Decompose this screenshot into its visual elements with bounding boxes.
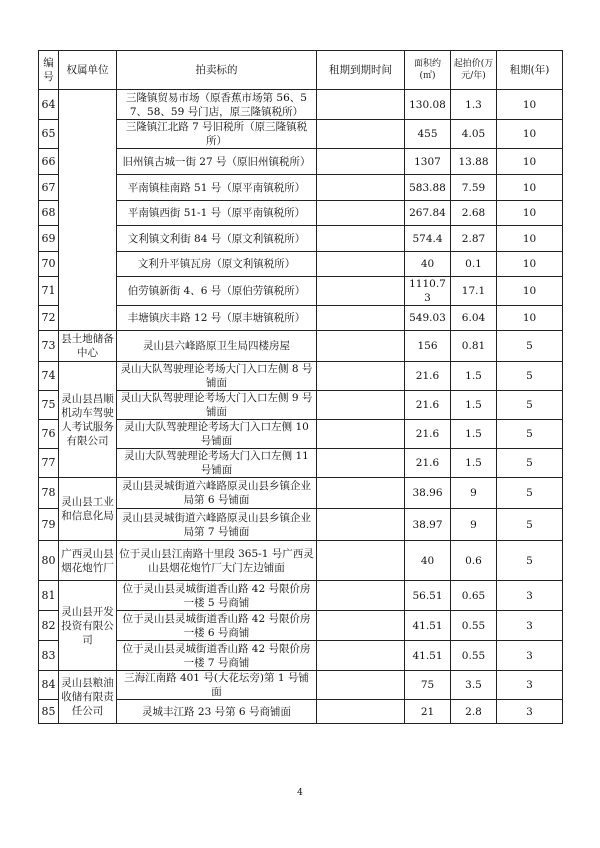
table-row	[39, 90, 563, 120]
cell-price: 9	[451, 478, 497, 509]
cell-expiry	[317, 331, 405, 362]
cell-target: 三海江南路 401 号(大花坛旁)第 1 号铺面	[117, 671, 317, 700]
cell-target: 文利升平镇瓦房（原文利镇税所）	[117, 252, 317, 277]
header-area: 面积约(㎡)	[405, 51, 451, 90]
cell-expiry	[317, 149, 405, 175]
cell-term: 3	[497, 641, 563, 671]
cell-price: 7.59	[451, 175, 497, 201]
header-owner: 权属单位	[59, 51, 117, 90]
cell-target: 灵山大队驾驶理论考场大门入口左侧 10 号铺面	[117, 420, 317, 449]
cell-expiry	[317, 581, 405, 611]
cell-term: 3	[497, 671, 563, 700]
cell-target: 灵城丰江路 23 号第 6 号商铺面	[117, 700, 317, 724]
cell-no: 81	[39, 581, 59, 611]
cell-target: 伯劳镇新街 4、6 号（原伯劳镇税所）	[117, 277, 317, 306]
cell-area: 1307	[405, 149, 451, 175]
cell-no: 76	[39, 420, 59, 449]
cell-no: 64	[39, 90, 59, 120]
header-term: 租期(年)	[497, 51, 563, 90]
cell-area: 40	[405, 541, 451, 581]
cell-term: 10	[497, 306, 563, 331]
table-row	[39, 331, 563, 362]
table-row	[39, 449, 563, 478]
table-row	[39, 641, 563, 671]
table-row	[39, 175, 563, 201]
table-row	[39, 541, 563, 581]
cell-term: 10	[497, 277, 563, 306]
cell-area: 41.51	[405, 641, 451, 671]
table-row	[39, 581, 563, 611]
cell-area: 75	[405, 671, 451, 700]
cell-expiry	[317, 277, 405, 306]
cell-term: 5	[497, 331, 563, 362]
cell-owner: 灵山县粮油收储有限责任公司	[59, 671, 117, 724]
cell-area: 574.4	[405, 226, 451, 252]
cell-term: 10	[497, 201, 563, 226]
cell-target: 位于灵山县灵城街道香山路 42 号限价房一楼 7 号商铺	[117, 641, 317, 671]
cell-price: 4.05	[451, 120, 497, 149]
cell-expiry	[317, 671, 405, 700]
cell-term: 3	[497, 581, 563, 611]
cell-price: 1.5	[451, 449, 497, 478]
table-row	[39, 226, 563, 252]
cell-term: 5	[497, 362, 563, 391]
cell-no: 82	[39, 611, 59, 641]
cell-owner: 广西灵山县烟花炮竹厂	[59, 541, 117, 581]
header-price: 起拍价(万元/年)	[451, 51, 497, 90]
cell-area: 21.6	[405, 449, 451, 478]
cell-no: 72	[39, 306, 59, 331]
cell-term: 10	[497, 175, 563, 201]
cell-price: 1.5	[451, 391, 497, 420]
cell-price: 2.68	[451, 201, 497, 226]
cell-area: 583.88	[405, 175, 451, 201]
table-row	[39, 201, 563, 226]
table-row	[39, 120, 563, 149]
table-row	[39, 700, 563, 724]
cell-owner: 县土地储备中心	[59, 331, 117, 362]
cell-term: 10	[497, 252, 563, 277]
cell-target: 平南镇西街 51-1 号（原平南镇税所）	[117, 201, 317, 226]
cell-owner: 灵山县开发投资有限公司	[59, 581, 117, 671]
cell-term: 10	[497, 226, 563, 252]
cell-expiry	[317, 252, 405, 277]
header-target: 拍卖标的	[117, 51, 317, 90]
cell-no: 78	[39, 478, 59, 509]
table-row	[39, 149, 563, 175]
cell-price: 2.8	[451, 700, 497, 724]
cell-target: 灵山县灵城街道六峰路原灵山县乡镇企业局第 6 号铺面	[117, 478, 317, 509]
cell-expiry	[317, 362, 405, 391]
cell-area: 38.96	[405, 478, 451, 509]
cell-price: 0.1	[451, 252, 497, 277]
cell-expiry	[317, 391, 405, 420]
cell-expiry	[317, 700, 405, 724]
cell-no: 68	[39, 201, 59, 226]
table-body	[39, 90, 563, 724]
auction-table	[38, 50, 563, 724]
cell-expiry	[317, 641, 405, 671]
cell-term: 5	[497, 509, 563, 541]
cell-no: 74	[39, 362, 59, 391]
cell-no: 66	[39, 149, 59, 175]
cell-expiry	[317, 201, 405, 226]
table-row	[39, 252, 563, 277]
cell-term: 10	[497, 90, 563, 120]
cell-no: 67	[39, 175, 59, 201]
table-row	[39, 277, 563, 306]
table-row	[39, 391, 563, 420]
cell-area: 56.51	[405, 581, 451, 611]
cell-area: 21.6	[405, 420, 451, 449]
cell-target: 三隆镇贸易市场（原香蕉市场第 56、57、58、59 号门店，原三隆镇税所）	[117, 90, 317, 120]
table-row	[39, 420, 563, 449]
cell-no: 79	[39, 509, 59, 541]
cell-term: 10	[497, 149, 563, 175]
header-expiry: 租期到期时间	[317, 51, 405, 90]
cell-target: 灵山大队驾驶理论考场大门入口左侧 11 号铺面	[117, 449, 317, 478]
cell-term: 5	[497, 420, 563, 449]
cell-price: 0.6	[451, 541, 497, 581]
cell-price: 9	[451, 509, 497, 541]
cell-target: 灵山大队驾驶理论考场大门入口左侧 9 号铺面	[117, 391, 317, 420]
cell-term: 5	[497, 449, 563, 478]
cell-expiry	[317, 120, 405, 149]
cell-expiry	[317, 226, 405, 252]
cell-area: 21	[405, 700, 451, 724]
cell-no: 65	[39, 120, 59, 149]
cell-target: 位于灵山县江南路十里段 365-1 号广西灵山县烟花炮竹厂大门左边铺面	[117, 541, 317, 581]
cell-target: 灵山大队驾驶理论考场大门入口左侧 8 号铺面	[117, 362, 317, 391]
cell-area: 455	[405, 120, 451, 149]
cell-price: 3.5	[451, 671, 497, 700]
cell-price: 1.5	[451, 362, 497, 391]
cell-target: 平南镇桂南路 51 号（原平南镇税所）	[117, 175, 317, 201]
cell-no: 84	[39, 671, 59, 700]
cell-area: 21.6	[405, 391, 451, 420]
cell-no: 75	[39, 391, 59, 420]
cell-area: 21.6	[405, 362, 451, 391]
cell-target: 文利镇文利街 84 号（原文利镇税所）	[117, 226, 317, 252]
cell-target: 丰塘镇庆丰路 12 号（原丰塘镇税所）	[117, 306, 317, 331]
table-row	[39, 509, 563, 541]
cell-target: 灵山县六峰路原卫生局四楼房屋	[117, 331, 317, 362]
cell-term: 10	[497, 120, 563, 149]
table-row	[39, 362, 563, 391]
cell-expiry	[317, 541, 405, 581]
cell-expiry	[317, 420, 405, 449]
cell-area: 156	[405, 331, 451, 362]
cell-owner: 灵山县昌顺机动车驾驶人考试服务有限公司	[59, 362, 117, 478]
cell-area: 1110.73	[405, 277, 451, 306]
cell-price: 2.87	[451, 226, 497, 252]
cell-price: 0.65	[451, 581, 497, 611]
cell-price: 17.1	[451, 277, 497, 306]
cell-no: 83	[39, 641, 59, 671]
cell-area: 130.08	[405, 90, 451, 120]
cell-target: 灵山县灵城街道六峰路原灵山县乡镇企业局第 7 号铺面	[117, 509, 317, 541]
cell-expiry	[317, 478, 405, 509]
cell-price: 1.3	[451, 90, 497, 120]
cell-term: 5	[497, 541, 563, 581]
cell-expiry	[317, 306, 405, 331]
cell-expiry	[317, 449, 405, 478]
cell-no: 70	[39, 252, 59, 277]
cell-area: 267.84	[405, 201, 451, 226]
cell-price: 0.55	[451, 641, 497, 671]
cell-term: 5	[497, 391, 563, 420]
cell-expiry	[317, 175, 405, 201]
cell-price: 1.5	[451, 420, 497, 449]
cell-price: 0.81	[451, 331, 497, 362]
table-row	[39, 611, 563, 641]
cell-price: 13.88	[451, 149, 497, 175]
cell-target: 三隆镇江北路 7 号旧税所（原三隆镇税所）	[117, 120, 317, 149]
cell-area: 41.51	[405, 611, 451, 641]
cell-expiry	[317, 90, 405, 120]
cell-no: 73	[39, 331, 59, 362]
cell-target: 位于灵山县灵城街道香山路 42 号限价房一楼 6 号商铺	[117, 611, 317, 641]
table-row	[39, 671, 563, 700]
header-row	[39, 51, 563, 90]
cell-no: 80	[39, 541, 59, 581]
cell-expiry	[317, 509, 405, 541]
cell-term: 3	[497, 611, 563, 641]
cell-owner: 灵山县工业和信息化局	[59, 478, 117, 541]
cell-target: 位于灵山县灵城街道香山路 42 号限价房一楼 5 号商铺	[117, 581, 317, 611]
cell-price: 0.55	[451, 611, 497, 641]
cell-term: 5	[497, 478, 563, 509]
page-number: 4	[297, 788, 303, 798]
cell-expiry	[317, 611, 405, 641]
table-row	[39, 478, 563, 509]
cell-target: 旧州镇古城一街 27 号（原旧州镇税所）	[117, 149, 317, 175]
cell-area: 38.97	[405, 509, 451, 541]
cell-area: 40	[405, 252, 451, 277]
cell-no: 77	[39, 449, 59, 478]
cell-no: 85	[39, 700, 59, 724]
header-no: 编号	[39, 51, 59, 90]
cell-no: 71	[39, 277, 59, 306]
cell-no: 69	[39, 226, 59, 252]
cell-area: 549.03	[405, 306, 451, 331]
cell-price: 6.04	[451, 306, 497, 331]
cell-term: 3	[497, 700, 563, 724]
cell-owner	[59, 90, 117, 331]
table-row	[39, 306, 563, 331]
